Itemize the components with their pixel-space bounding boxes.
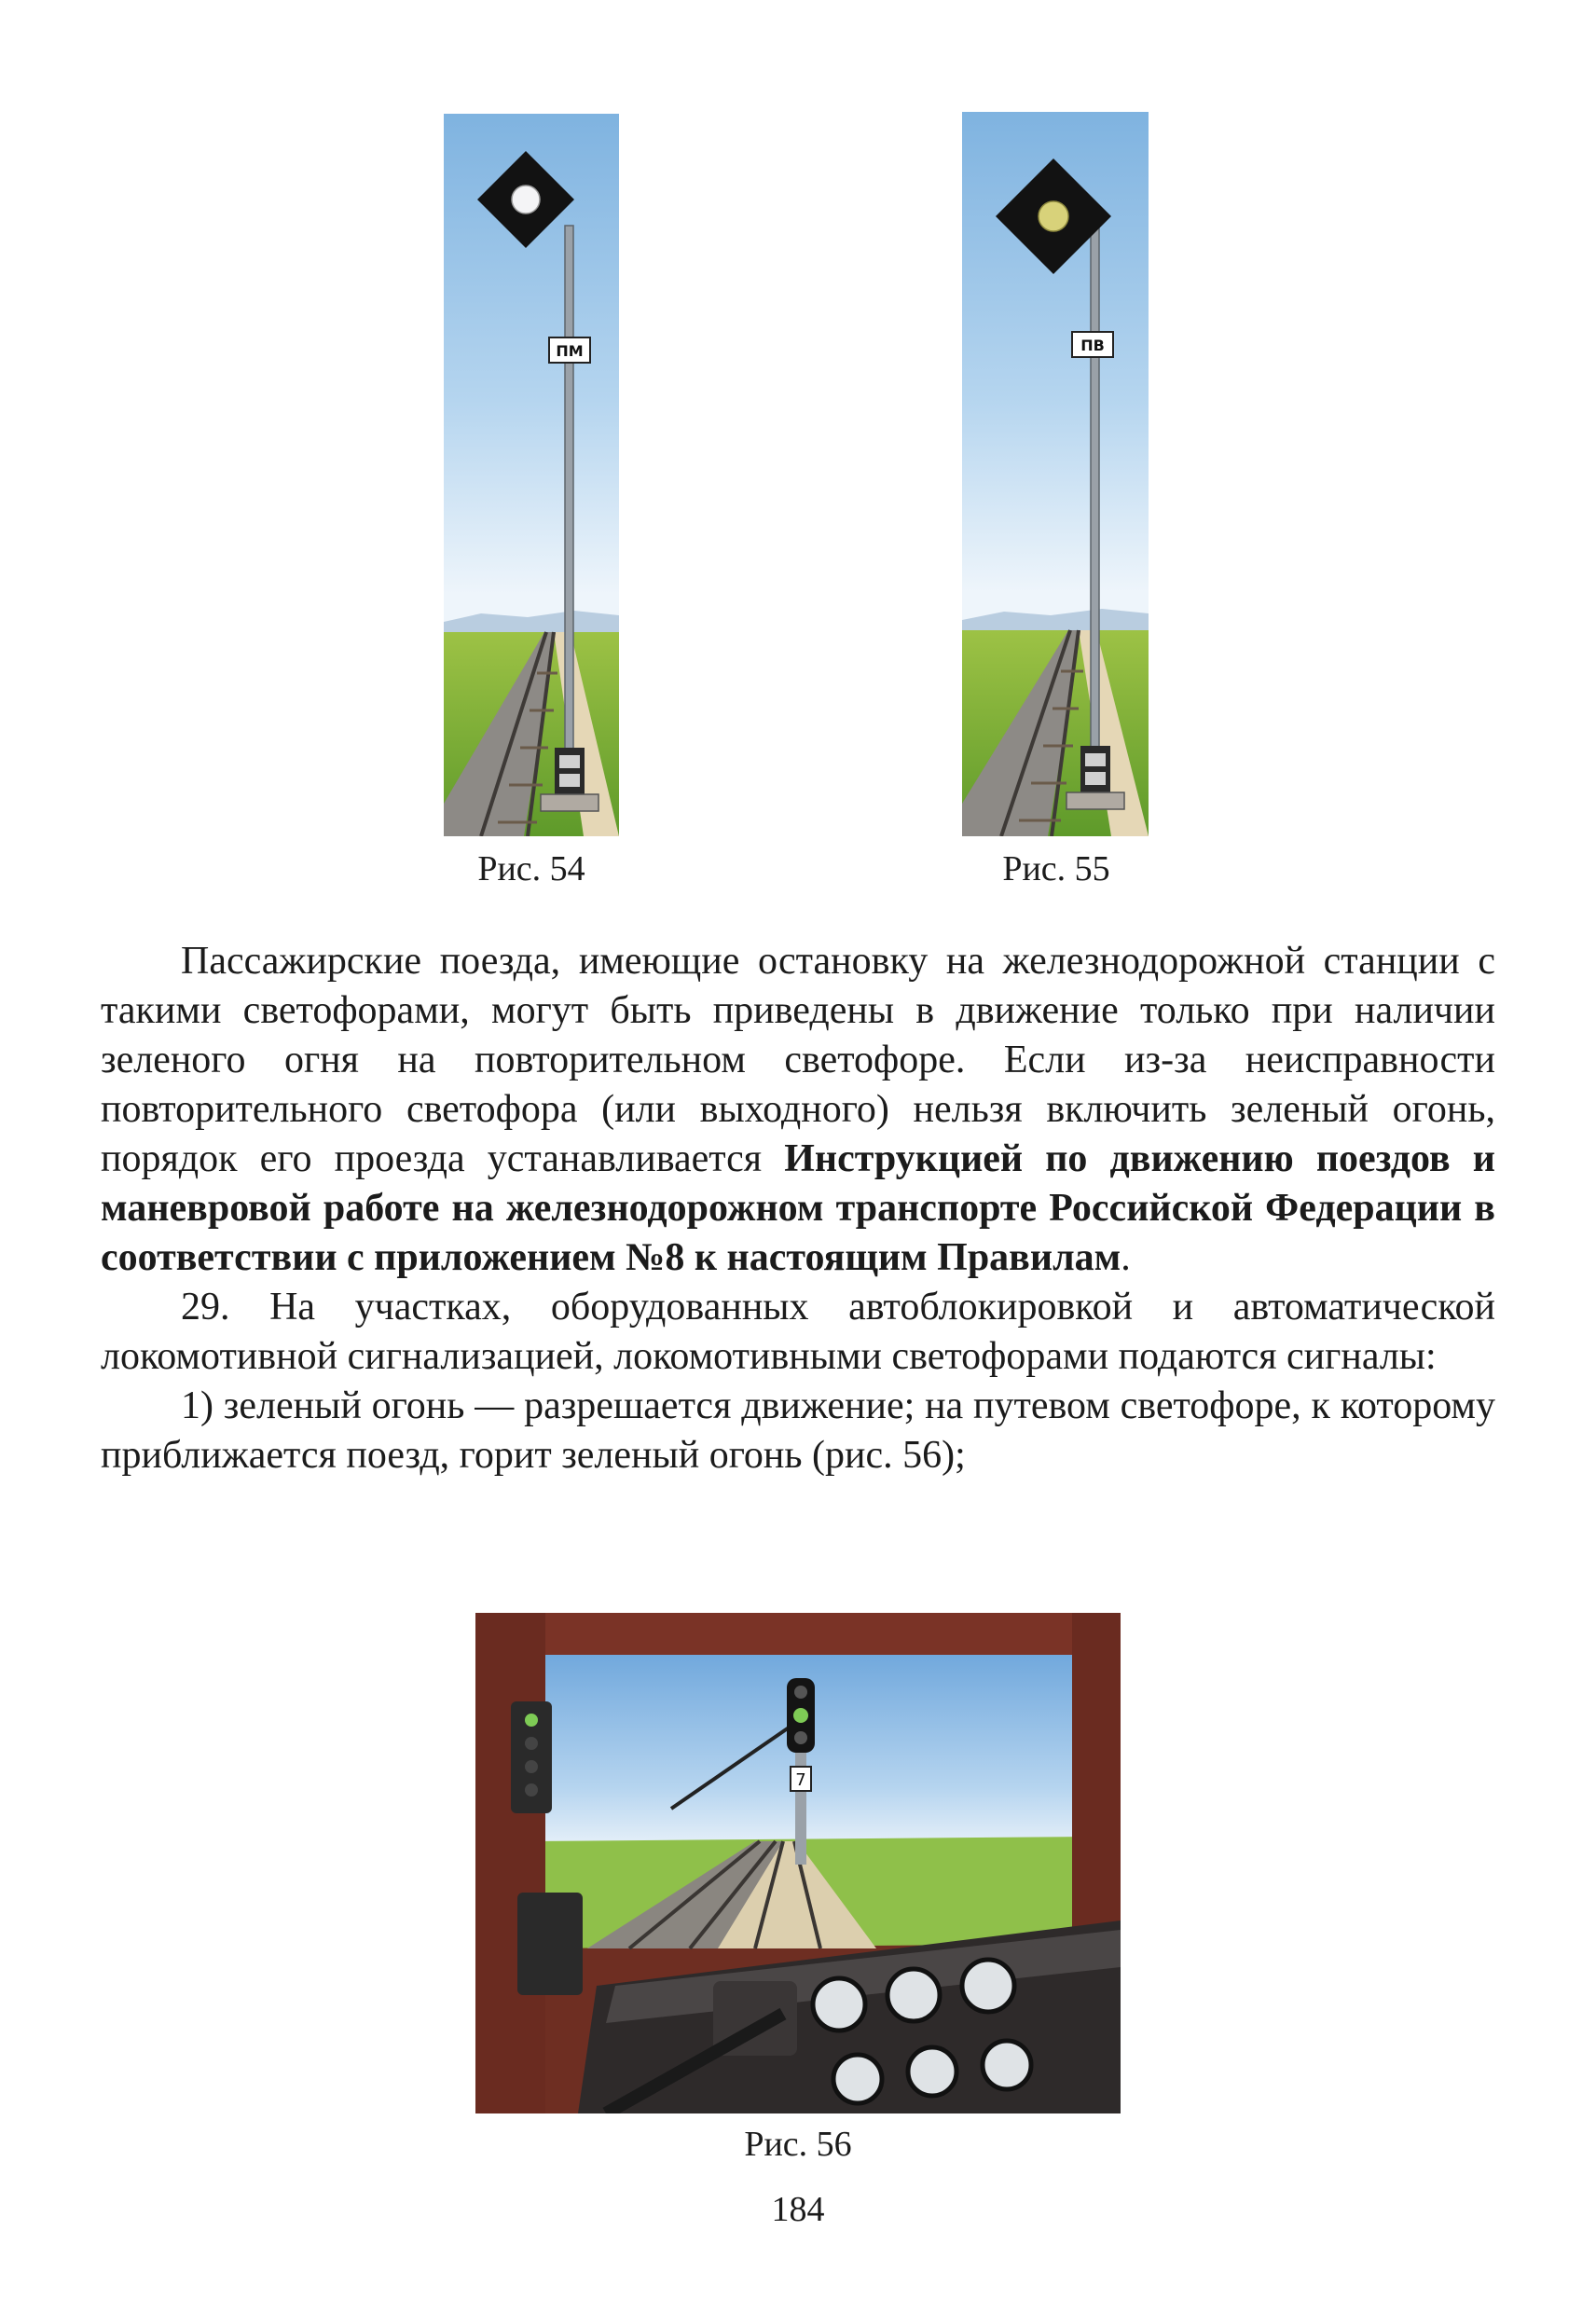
- signal-pv-illustration: [962, 112, 1149, 836]
- paragraph-3: 1) зеленый огонь — разрешается движение; на путевом светофоре, к которому приближается поезд, горит зеленый огонь (рис. 56);: [101, 1384, 1495, 1477]
- svg-text:7: 7: [795, 1770, 806, 1790]
- figure-55-signal-pv: [962, 112, 1149, 836]
- paragraph-1-text: Пассажирские поезда, имеющие остановку на железнодорожной станции с такими светофорами, могут быть приведены в движение только при наличии зеленого огня на повторительном светофоре. Если из-за неисправности повторительного светофора (или выходного) нельзя включить зеленый огонь, порядок его проезда устанавливается: [101, 940, 1495, 1180]
- locomotive-cab-illustration: [475, 1613, 1121, 2113]
- figure-55-caption: Рис. 55: [1002, 849, 1110, 888]
- paragraph-1: [101, 937, 1495, 1283]
- paragraph-1-end: .: [1121, 1236, 1131, 1279]
- paragraph-2: 29. На участках, оборудованных автоблокировкой и автоматической локомотивной сигнализацией, локомотивными светофорами подаются сигналы:: [101, 1286, 1495, 1378]
- figure-56-caption: Рис. 56: [744, 2125, 852, 2164]
- page-number: 184: [771, 2190, 825, 2229]
- body-text: [101, 937, 1495, 1480]
- paragraph-1-bold-reference: Инструкцией по движению поездов и маневровой работе на железнодорожном транспорте Российской Федерации в соответствии с приложением №8 к настоящим Правилам: [101, 1137, 1495, 1279]
- figure-54-caption: Рис. 54: [477, 849, 585, 888]
- svg-text:ПВ: ПВ: [1080, 337, 1105, 354]
- figure-54-signal-pm: [444, 114, 619, 836]
- figure-56-cab-view: [475, 1613, 1121, 2113]
- signal-pm-illustration: [444, 114, 619, 836]
- svg-text:ПМ: ПМ: [556, 342, 584, 360]
